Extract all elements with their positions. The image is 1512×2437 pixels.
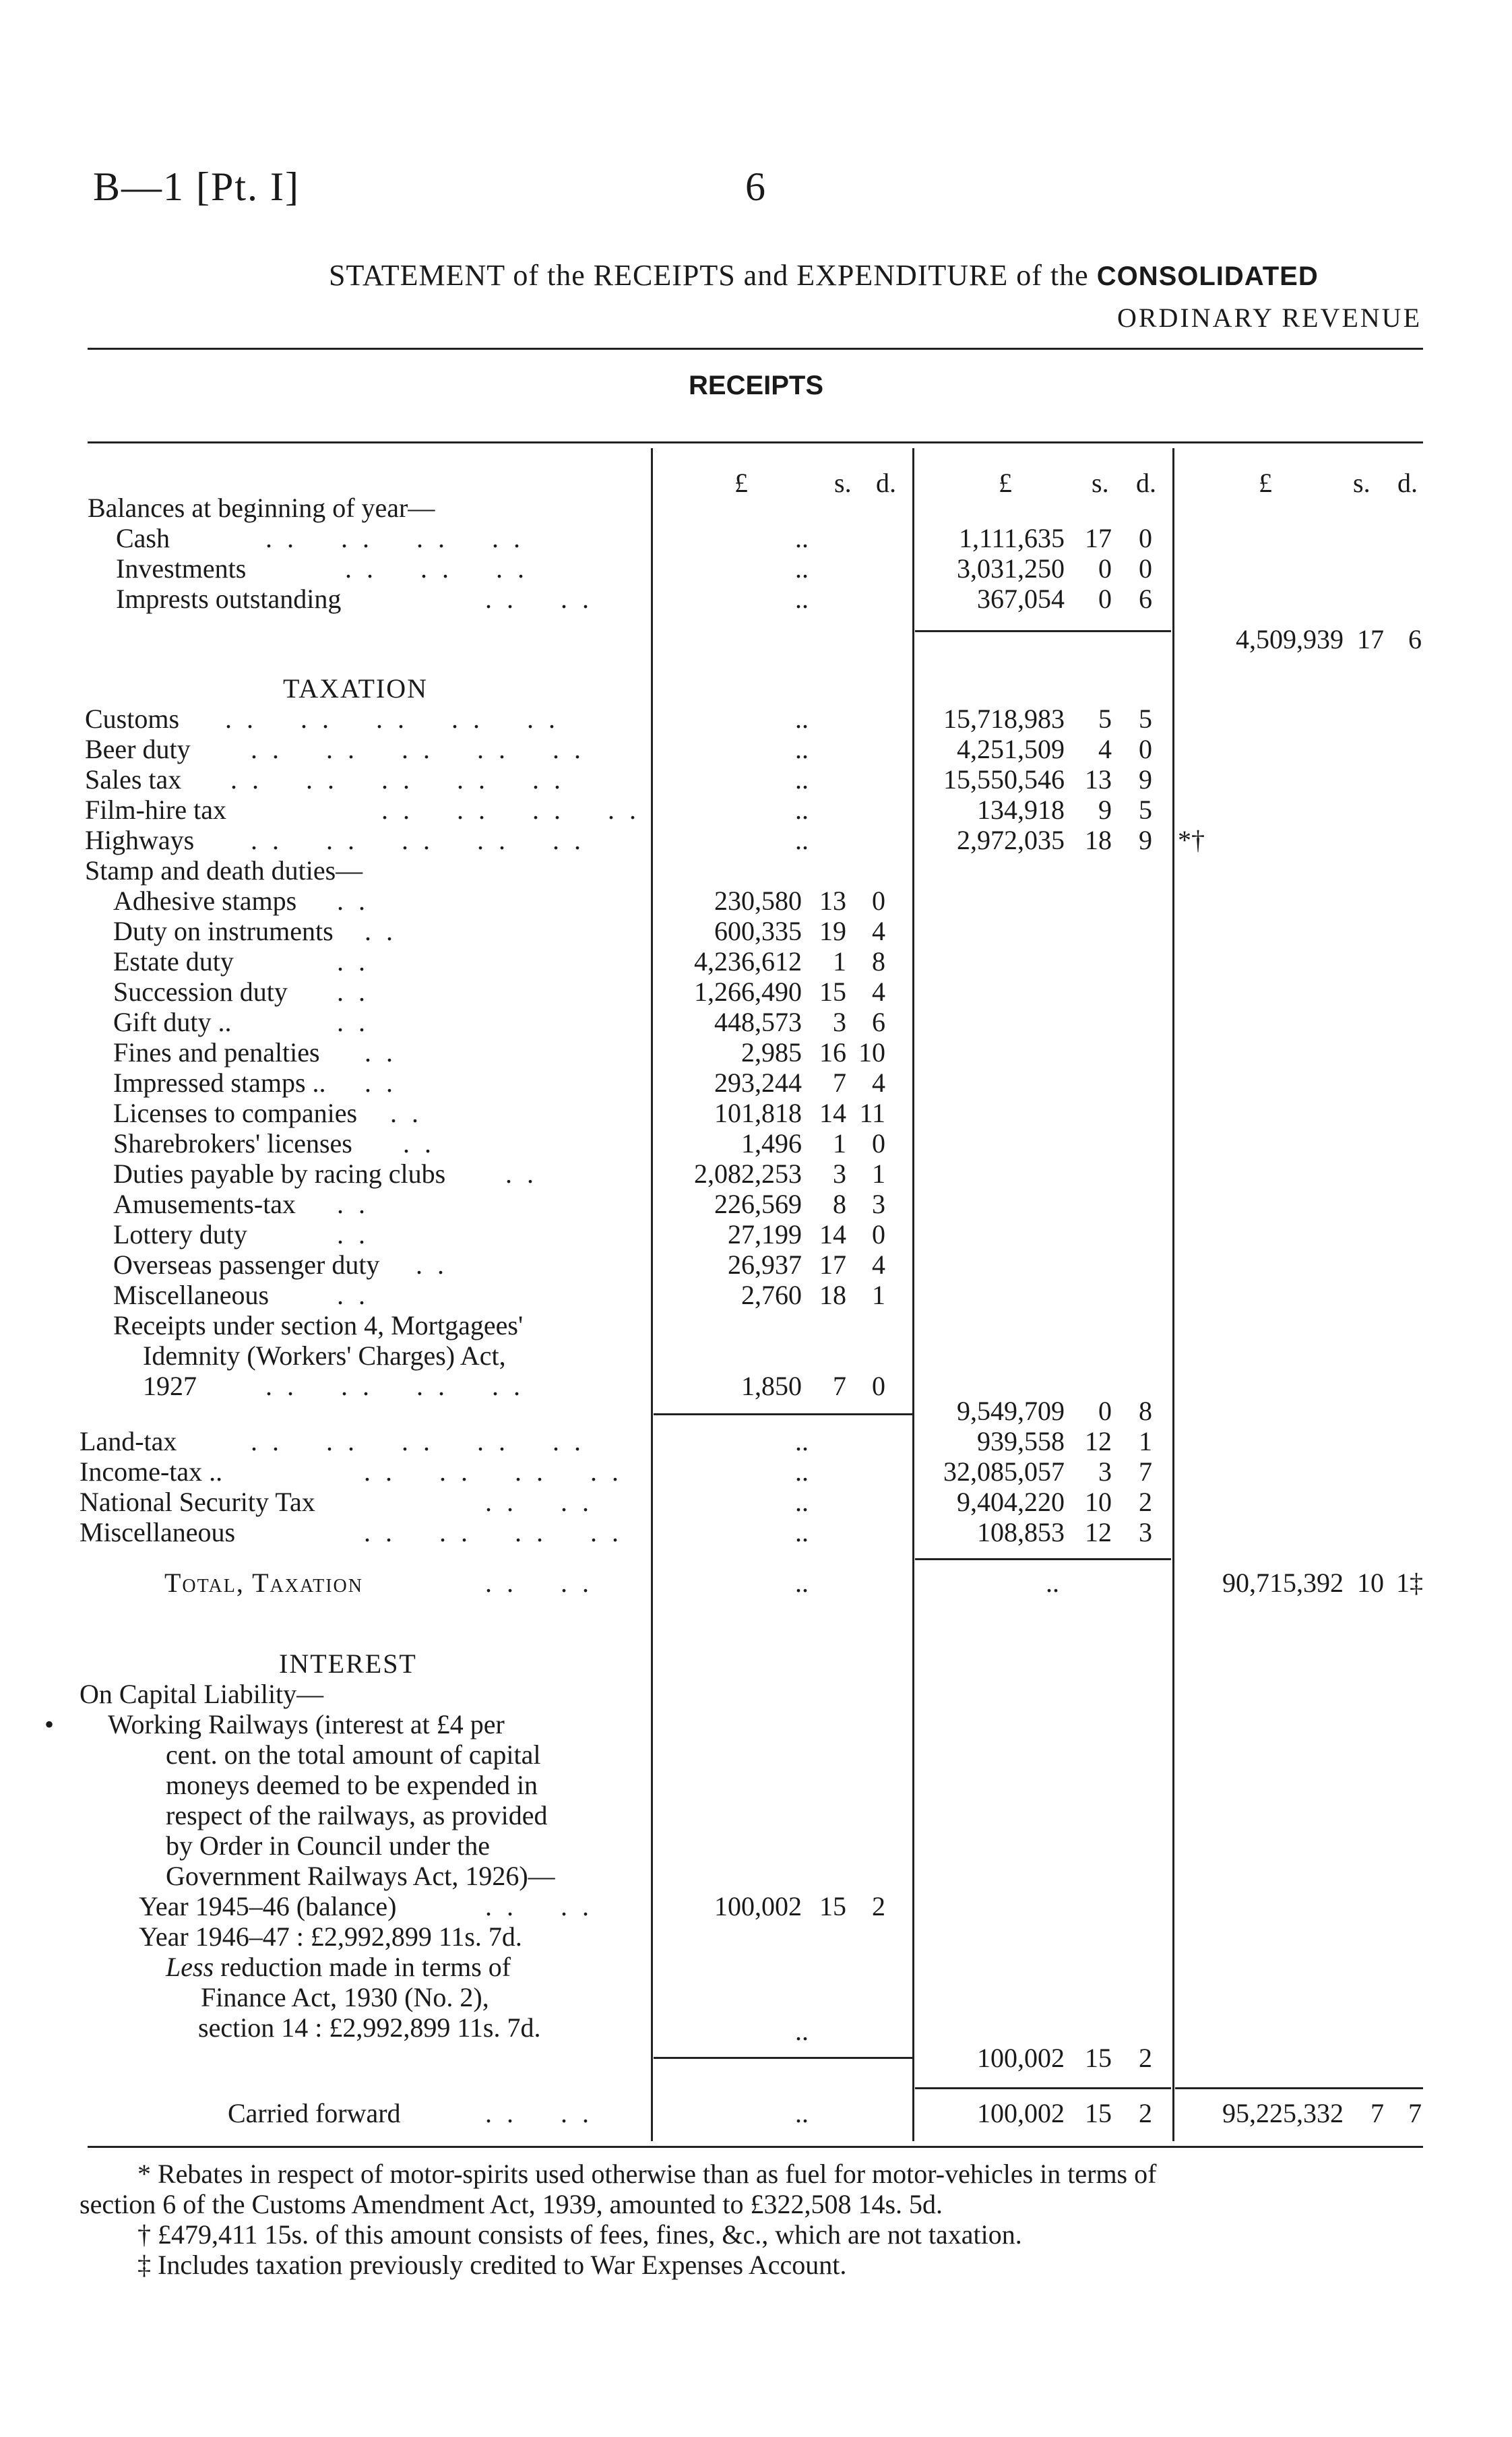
stamp-item-amount: 1,266,490: [694, 977, 802, 1007]
income-tax-amount: 32,085,057: [943, 1456, 1065, 1487]
sales-tax-s: 13: [1085, 764, 1112, 795]
investments-d: 0: [1139, 553, 1152, 584]
stamp-item-amount: 27,199: [728, 1219, 802, 1250]
balances-heading: Balances at beginning of year—: [88, 493, 435, 523]
leader-dots: . . . . . . . .: [265, 1371, 524, 1401]
working-railways-line4: respect of the railways, as provided: [166, 1800, 548, 1830]
stamp-item-s: 1: [833, 946, 846, 977]
title-rule: [88, 348, 1423, 350]
leader-dots: . . . . . . . . . .: [225, 704, 559, 734]
stamp-item-label: Duty on instruments: [113, 916, 334, 946]
page-number: 6: [745, 164, 765, 209]
year-1945-46-d: 2: [872, 1891, 885, 1921]
highways-amount: 2,972,035: [957, 825, 1065, 855]
land-tax-amount: 939,558: [977, 1426, 1065, 1456]
title-bold: CONSOLIDATED: [1096, 261, 1319, 291]
film-hire-tax-col1: ..: [795, 795, 809, 825]
col2-s-header: s.: [1092, 468, 1109, 498]
stamp-item-label: Succession duty: [113, 977, 288, 1007]
leader-dots: . . . . . .: [345, 553, 528, 584]
income-tax-s: 3: [1098, 1456, 1112, 1487]
table-top-rule: [88, 441, 1423, 443]
less-reduction-line3: section 14 : £2,992,899 11s. 7d.: [198, 2012, 541, 2043]
stamp-item-s: 15: [819, 977, 846, 1007]
leader-dots: . .: [337, 1280, 369, 1310]
leader-dots: . . . .: [485, 2098, 593, 2128]
taxation-subtotal-rule: [915, 1558, 1171, 1560]
stamp-total-d: 8: [1139, 1396, 1152, 1426]
year-1945-46-label: Year 1945–46 (balance): [139, 1891, 397, 1921]
leader-dots: . .: [337, 1007, 369, 1037]
carried-s-col3: 7: [1371, 2098, 1384, 2128]
national-security-tax-d: 2: [1139, 1487, 1152, 1517]
stamp-item-d: 4: [872, 1250, 885, 1280]
col2-d-header: d.: [1136, 468, 1156, 498]
beer-duty-label: Beer duty: [85, 734, 191, 764]
leader-dots: . . . . . . . . . .: [251, 1426, 585, 1456]
stamp-item-label: Amusements-tax: [113, 1189, 296, 1219]
stamp-item-s: 7: [833, 1068, 846, 1098]
cash-label: Cash: [116, 523, 170, 553]
national-security-tax-col1: ..: [795, 1487, 809, 1517]
interest-total-amount: 100,002: [977, 2043, 1065, 2073]
interest-subtotal-rule: [654, 2057, 912, 2059]
interest-total-d: 2: [1139, 2043, 1152, 2073]
stamp-item-d: 4: [872, 916, 885, 946]
highways-col1: ..: [795, 825, 809, 855]
carried-d-col2: 2: [1139, 2098, 1152, 2128]
national-security-tax-amount: 9,404,220: [957, 1487, 1065, 1517]
working-railways-line5: by Order in Council under the: [166, 1830, 490, 1861]
stamp-item-s: 3: [833, 1007, 846, 1037]
stamp-item-label: Sharebrokers' licenses: [113, 1128, 352, 1159]
leader-dots: . . . . . . . . . .: [251, 825, 585, 855]
leader-dots: . .: [416, 1250, 448, 1280]
leader-dots: . . . . . . . .: [364, 1456, 623, 1487]
stamp-item-label: Fines and penalties: [113, 1037, 320, 1068]
stamp-item-d: 4: [872, 977, 885, 1007]
total-taxation-s: 10: [1357, 1568, 1384, 1598]
stamp-item-d: 10: [858, 1037, 885, 1068]
stamp-item-d: 0: [872, 1219, 885, 1250]
footnote-rebates-line2: section 6 of the Customs Amendment Act, 1939, amounted to £322,508 14s. 5d.: [80, 2189, 943, 2219]
leader-dots: . . . .: [485, 584, 593, 614]
col1-pound-header: £: [734, 468, 748, 498]
leader-dots: . .: [403, 1128, 435, 1159]
leader-dots: . .: [337, 886, 369, 916]
balances-total-s: 17: [1357, 624, 1384, 654]
column-rule-2: [912, 448, 914, 2141]
highways-d: 9: [1139, 825, 1152, 855]
title-prefix: STATEMENT of the RECEIPTS and EXPENDITURE of the: [329, 259, 1089, 292]
col1-d-header: d.: [876, 468, 896, 498]
stamp-item-s: 13: [819, 886, 846, 916]
stamp-item-label: Licenses to companies: [113, 1098, 358, 1128]
sales-tax-d: 9: [1139, 764, 1152, 795]
stamp-item-d: 4: [872, 1068, 885, 1098]
leader-dots: . . . . . . . .: [381, 795, 640, 825]
stamp-item-amount: 293,244: [714, 1068, 802, 1098]
leader-dots: . .: [337, 977, 369, 1007]
stamp-item-s: 17: [819, 1250, 846, 1280]
stamp-item-label: Lottery duty: [113, 1219, 247, 1250]
taxation-heading: TAXATION: [283, 673, 428, 704]
leader-dots: . .: [390, 1098, 422, 1128]
stamp-item-amount: 2,082,253: [694, 1159, 802, 1189]
national-security-tax-s: 10: [1085, 1487, 1112, 1517]
stamp-item-s: 14: [819, 1219, 846, 1250]
balances-subtotal-rule: [915, 630, 1171, 632]
investments-label: Investments: [116, 553, 247, 584]
misc-tax-amount: 108,853: [977, 1517, 1065, 1547]
document-reference: B—1 [Pt. I]: [93, 164, 300, 209]
cash-amount: 1,111,635: [958, 523, 1065, 553]
stamp-item-amount: 4,236,612: [694, 946, 802, 977]
mortgagees-amount: 1,850: [741, 1371, 802, 1401]
less-reduction-line2: Finance Act, 1930 (No. 2),: [201, 1982, 489, 2012]
carried-d-col3: 7: [1408, 2098, 1422, 2128]
working-railways-line3: moneys deemed to be expended in: [166, 1770, 538, 1800]
stamp-item-label: Adhesive stamps: [113, 886, 297, 916]
total-taxation-col2: ..: [1046, 1568, 1059, 1598]
investments-amount: 3,031,250: [957, 553, 1065, 584]
beer-duty-s: 4: [1098, 734, 1112, 764]
stamp-item-amount: 101,818: [714, 1098, 802, 1128]
stamp-item-d: 1: [872, 1280, 885, 1310]
investments-col1: ..: [795, 553, 809, 584]
stamp-item-d: 11: [859, 1098, 885, 1128]
column-rule-3: [1172, 448, 1174, 2141]
imprests-col1: ..: [795, 584, 809, 614]
footnote-war-expenses: ‡ Includes taxation previously credited to War Expenses Account.: [137, 2250, 847, 2280]
investments-s: 0: [1098, 553, 1112, 584]
highways-s: 18: [1085, 825, 1112, 855]
customs-amount: 15,718,983: [943, 704, 1065, 734]
section-heading: RECEIPTS: [689, 371, 824, 400]
stamp-item-s: 19: [819, 916, 846, 946]
film-hire-tax-s: 9: [1098, 795, 1112, 825]
leader-dots: . . . .: [485, 1891, 593, 1921]
stamp-item-label: Estate duty: [113, 946, 234, 977]
sales-tax-amount: 15,550,546: [943, 764, 1065, 795]
leader-dots: . .: [337, 946, 369, 977]
carried-amount-col3: 95,225,332: [1222, 2098, 1344, 2128]
stamp-subtotal-rule: [654, 1413, 912, 1415]
footnote-fees: † £479,411 15s. of this amount consists of fees, fines, &c., which are not taxation.: [137, 2219, 1022, 2250]
mortgagees-d: 0: [872, 1371, 885, 1401]
stamp-item-amount: 2,985: [741, 1037, 802, 1068]
total-taxation-d: 1‡: [1396, 1568, 1423, 1598]
misc-tax-s: 12: [1085, 1517, 1112, 1547]
highways-label: Highways: [85, 825, 195, 855]
cash-col1: ..: [795, 523, 809, 553]
imprests-s: 0: [1098, 584, 1112, 614]
less-word: Less: [166, 1952, 214, 1982]
beer-duty-amount: 4,251,509: [957, 734, 1065, 764]
stamp-item-label: Gift duty ..: [113, 1007, 232, 1037]
stamp-item-s: 8: [833, 1189, 846, 1219]
carried-forward-label: Carried forward: [228, 2098, 401, 2128]
leader-dots: . .: [365, 1068, 397, 1098]
stamp-item-amount: 226,569: [714, 1189, 802, 1219]
less-rest: reduction made in terms of: [214, 1952, 511, 1982]
interest-total-s: 15: [1085, 2043, 1112, 2073]
carried-s-col2: 15: [1085, 2098, 1112, 2128]
col3-s-header: s.: [1353, 468, 1371, 498]
imprests-amount: 367,054: [977, 584, 1065, 614]
land-tax-label: Land-tax: [80, 1426, 177, 1456]
interest-heading: INTEREST: [279, 1648, 417, 1679]
total-taxation-label: Total, Taxation: [164, 1568, 363, 1598]
stamp-item-label: Overseas passenger duty: [113, 1250, 380, 1280]
leader-dots: . . . . . . . .: [265, 523, 524, 553]
leader-dots: . .: [365, 1037, 397, 1068]
leader-dots: . .: [365, 916, 397, 946]
leader-dots: . .: [505, 1159, 538, 1189]
stamp-item-amount: 230,580: [714, 886, 802, 916]
mortgagees-line1: Receipts under section 4, Mortgagees': [113, 1310, 524, 1340]
stamp-item-amount: 2,760: [741, 1280, 802, 1310]
footnote-rebates-line1: * Rebates in respect of motor-spirits used otherwise than as fuel for motor-vehicles in terms of: [137, 2159, 1157, 2189]
stamp-item-amount: 600,335: [714, 916, 802, 946]
mortgagees-line2: Idemnity (Workers' Charges) Act,: [143, 1340, 506, 1371]
leader-dots: . . . . . . . . . .: [230, 764, 565, 795]
imprests-label: Imprests outstanding: [116, 584, 342, 614]
stamp-item-d: 8: [872, 946, 885, 977]
bullet-mark: •: [44, 1709, 55, 1739]
stamp-item-s: 16: [819, 1037, 846, 1068]
beer-duty-col1: ..: [795, 734, 809, 764]
leader-dots: . . . . . . . .: [364, 1517, 623, 1547]
stamp-item-amount: 26,937: [728, 1250, 802, 1280]
carried-rule-col2: [915, 2087, 1171, 2089]
sales-tax-col1: ..: [795, 764, 809, 795]
customs-label: Customs: [85, 704, 180, 734]
misc-tax-col1: ..: [795, 1517, 809, 1547]
land-tax-d: 1: [1139, 1426, 1152, 1456]
total-taxation-amount: 90,715,392: [1222, 1568, 1344, 1598]
stamp-item-s: 14: [819, 1098, 846, 1128]
year-1945-46-s: 15: [819, 1891, 846, 1921]
stamp-total-amount: 9,549,709: [957, 1396, 1065, 1426]
cash-d: 0: [1139, 523, 1152, 553]
leader-dots: . . . . . . . . . .: [251, 734, 585, 764]
carried-amount-col2: 100,002: [977, 2098, 1065, 2128]
highways-footnote-mark: *†: [1178, 825, 1205, 855]
stamp-heading: Stamp and death duties—: [85, 855, 363, 886]
column-rule-1: [651, 448, 653, 2141]
mortgagees-line3: 1927: [143, 1371, 197, 1401]
stamp-item-s: 3: [833, 1159, 846, 1189]
national-security-tax-label: National Security Tax: [80, 1487, 315, 1517]
land-tax-col1: ..: [795, 1426, 809, 1456]
stamp-item-amount: 448,573: [714, 1007, 802, 1037]
statement-title: [329, 258, 1319, 292]
stamp-item-d: 6: [872, 1007, 885, 1037]
stamp-item-s: 18: [819, 1280, 846, 1310]
stamp-total-s: 0: [1098, 1396, 1112, 1426]
carried-rule-col3: [1175, 2087, 1423, 2089]
film-hire-tax-amount: 134,918: [977, 795, 1065, 825]
customs-d: 5: [1139, 704, 1152, 734]
income-tax-label: Income-tax ..: [80, 1456, 223, 1487]
less-reduction-line1: [166, 1951, 511, 1983]
working-railways-line1: Working Railways (interest at £4 per: [108, 1709, 505, 1739]
cash-s: 17: [1085, 523, 1112, 553]
carried-col1: ..: [795, 2098, 809, 2128]
sales-tax-label: Sales tax: [85, 764, 182, 795]
stamp-item-d: 0: [872, 1128, 885, 1159]
leader-dots: . .: [337, 1189, 369, 1219]
leader-dots: . . . .: [485, 1487, 593, 1517]
col3-d-header: d.: [1397, 468, 1418, 498]
stamp-item-label: Miscellaneous: [113, 1280, 270, 1310]
year-1946-47-label: Year 1946–47 : £2,992,899 11s. 7d.: [139, 1921, 522, 1952]
year-1945-46-amount: 100,002: [714, 1891, 802, 1921]
col1-s-header: s.: [834, 468, 852, 498]
film-hire-tax-d: 5: [1139, 795, 1152, 825]
stamp-item-label: Impressed stamps ..: [113, 1068, 326, 1098]
customs-col1: ..: [795, 704, 809, 734]
mortgagees-s: 7: [833, 1371, 846, 1401]
statement-subtitle: ORDINARY REVENUE: [1116, 303, 1422, 333]
beer-duty-d: 0: [1139, 734, 1152, 764]
misc-tax-d: 3: [1139, 1517, 1152, 1547]
leader-dots: . . . .: [485, 1568, 593, 1598]
col2-pound-header: £: [999, 468, 1012, 498]
table-bottom-rule: [88, 2146, 1423, 2148]
land-tax-s: 12: [1085, 1426, 1112, 1456]
imprests-d: 6: [1139, 584, 1152, 614]
stamp-item-label: Duties payable by racing clubs: [113, 1159, 446, 1189]
year-1946-47-col1: ..: [795, 2016, 809, 2046]
balances-total-amount: 4,509,939: [1236, 624, 1344, 654]
col3-pound-header: £: [1259, 468, 1272, 498]
misc-tax-label: Miscellaneous: [80, 1517, 236, 1547]
income-tax-col1: ..: [795, 1456, 809, 1487]
stamp-item-d: 0: [872, 886, 885, 916]
balances-total-d: 6: [1408, 624, 1422, 654]
leader-dots: . .: [337, 1219, 369, 1250]
working-railways-line2: cent. on the total amount of capital: [166, 1739, 541, 1770]
total-taxation-col1: ..: [795, 1568, 809, 1598]
customs-s: 5: [1098, 704, 1112, 734]
working-railways-line6: Government Railways Act, 1926)—: [166, 1861, 555, 1891]
interest-subheading: On Capital Liability—: [80, 1679, 324, 1709]
stamp-item-d: 1: [872, 1159, 885, 1189]
stamp-item-s: 1: [833, 1128, 846, 1159]
stamp-item-d: 3: [872, 1189, 885, 1219]
income-tax-d: 7: [1139, 1456, 1152, 1487]
stamp-item-amount: 1,496: [741, 1128, 802, 1159]
film-hire-tax-label: Film-hire tax: [85, 795, 226, 825]
